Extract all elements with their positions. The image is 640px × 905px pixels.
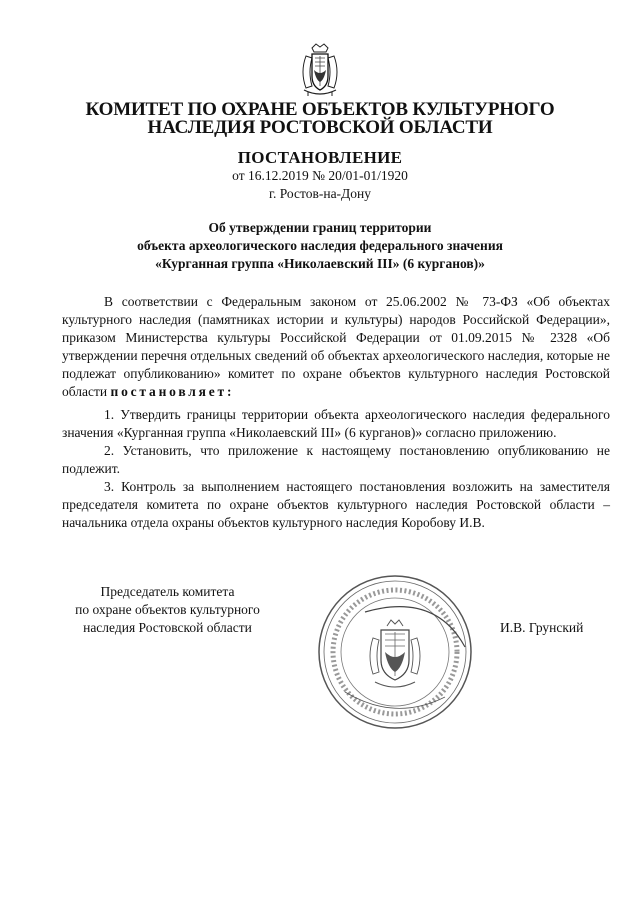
preamble-paragraph (62, 293, 610, 401)
resolution-item-2: 2. Установить, что приложение к настоящему постановлению опубликованию не подлежит. (62, 443, 610, 476)
coat-of-arms-emblem-icon (298, 42, 342, 98)
document-city: г. Ростов-на-Дону (268, 186, 371, 201)
document-subject (60, 219, 580, 273)
preamble (62, 293, 610, 401)
signer-position-line: Председатель комитета (100, 584, 235, 599)
official-seal-stamp-icon (315, 572, 475, 732)
organization-name-line2: НАСЛЕДИЯ РОСТОВСКОЙ ОБЛАСТИ (147, 117, 493, 138)
document-number-date: от 16.12.2019 № 20/01-01/1920 (232, 168, 408, 183)
subject-line: «Курганная группа «Николаевский III» (6 курганов)» (155, 256, 485, 271)
subject-line: объекта археологического наследия федерального значения (137, 238, 503, 253)
document-type: ПОСТАНОВЛЕНИЕ (237, 148, 403, 167)
signer-position-line: наследия Ростовской области (83, 620, 252, 635)
signer-position-line: по охране объектов культурного (75, 602, 260, 617)
organization-name-line1: КОМИТЕТ ПО ОХРАНЕ ОБЪЕКТОВ КУЛЬТУРНОГО (85, 99, 555, 120)
resolution-item-1: 1. Утвердить границы территории объекта археологического наследия федерального значения «Курганная группа «Николаевский III» (6 курганов)» согласно приложению. (62, 407, 610, 440)
resolution-item-3: 3. Контроль за выполнением настоящего постановления возложить на заместителя председателя комитета по охране объектов культурного наследия Ростовской области – начальника отдела охраны объектов культурного наследия Коробову И.В. (62, 479, 610, 530)
resolution-verb: постановляет: (110, 384, 235, 399)
signer-position (60, 583, 275, 637)
subject-line: Об утверждении границ территории (208, 220, 432, 235)
resolution-items (62, 406, 610, 532)
signer-name: И.В. Грунский (500, 620, 584, 635)
preamble-text: В соответствии с Федеральным законом от 25.06.2002 № 73-ФЗ «Об объектах культурного наследия (памятниках истории и культуры) народов Российской Федерации», приказом Министерства культуры Российской Федерации от 01.09.2015 № 2328 «Об утверждении перечня отдельных сведений об объектах археологического наследия, которые не подлежат опубликованию» комитет по охране объектов культурного наследия Ростовской области (62, 294, 610, 399)
